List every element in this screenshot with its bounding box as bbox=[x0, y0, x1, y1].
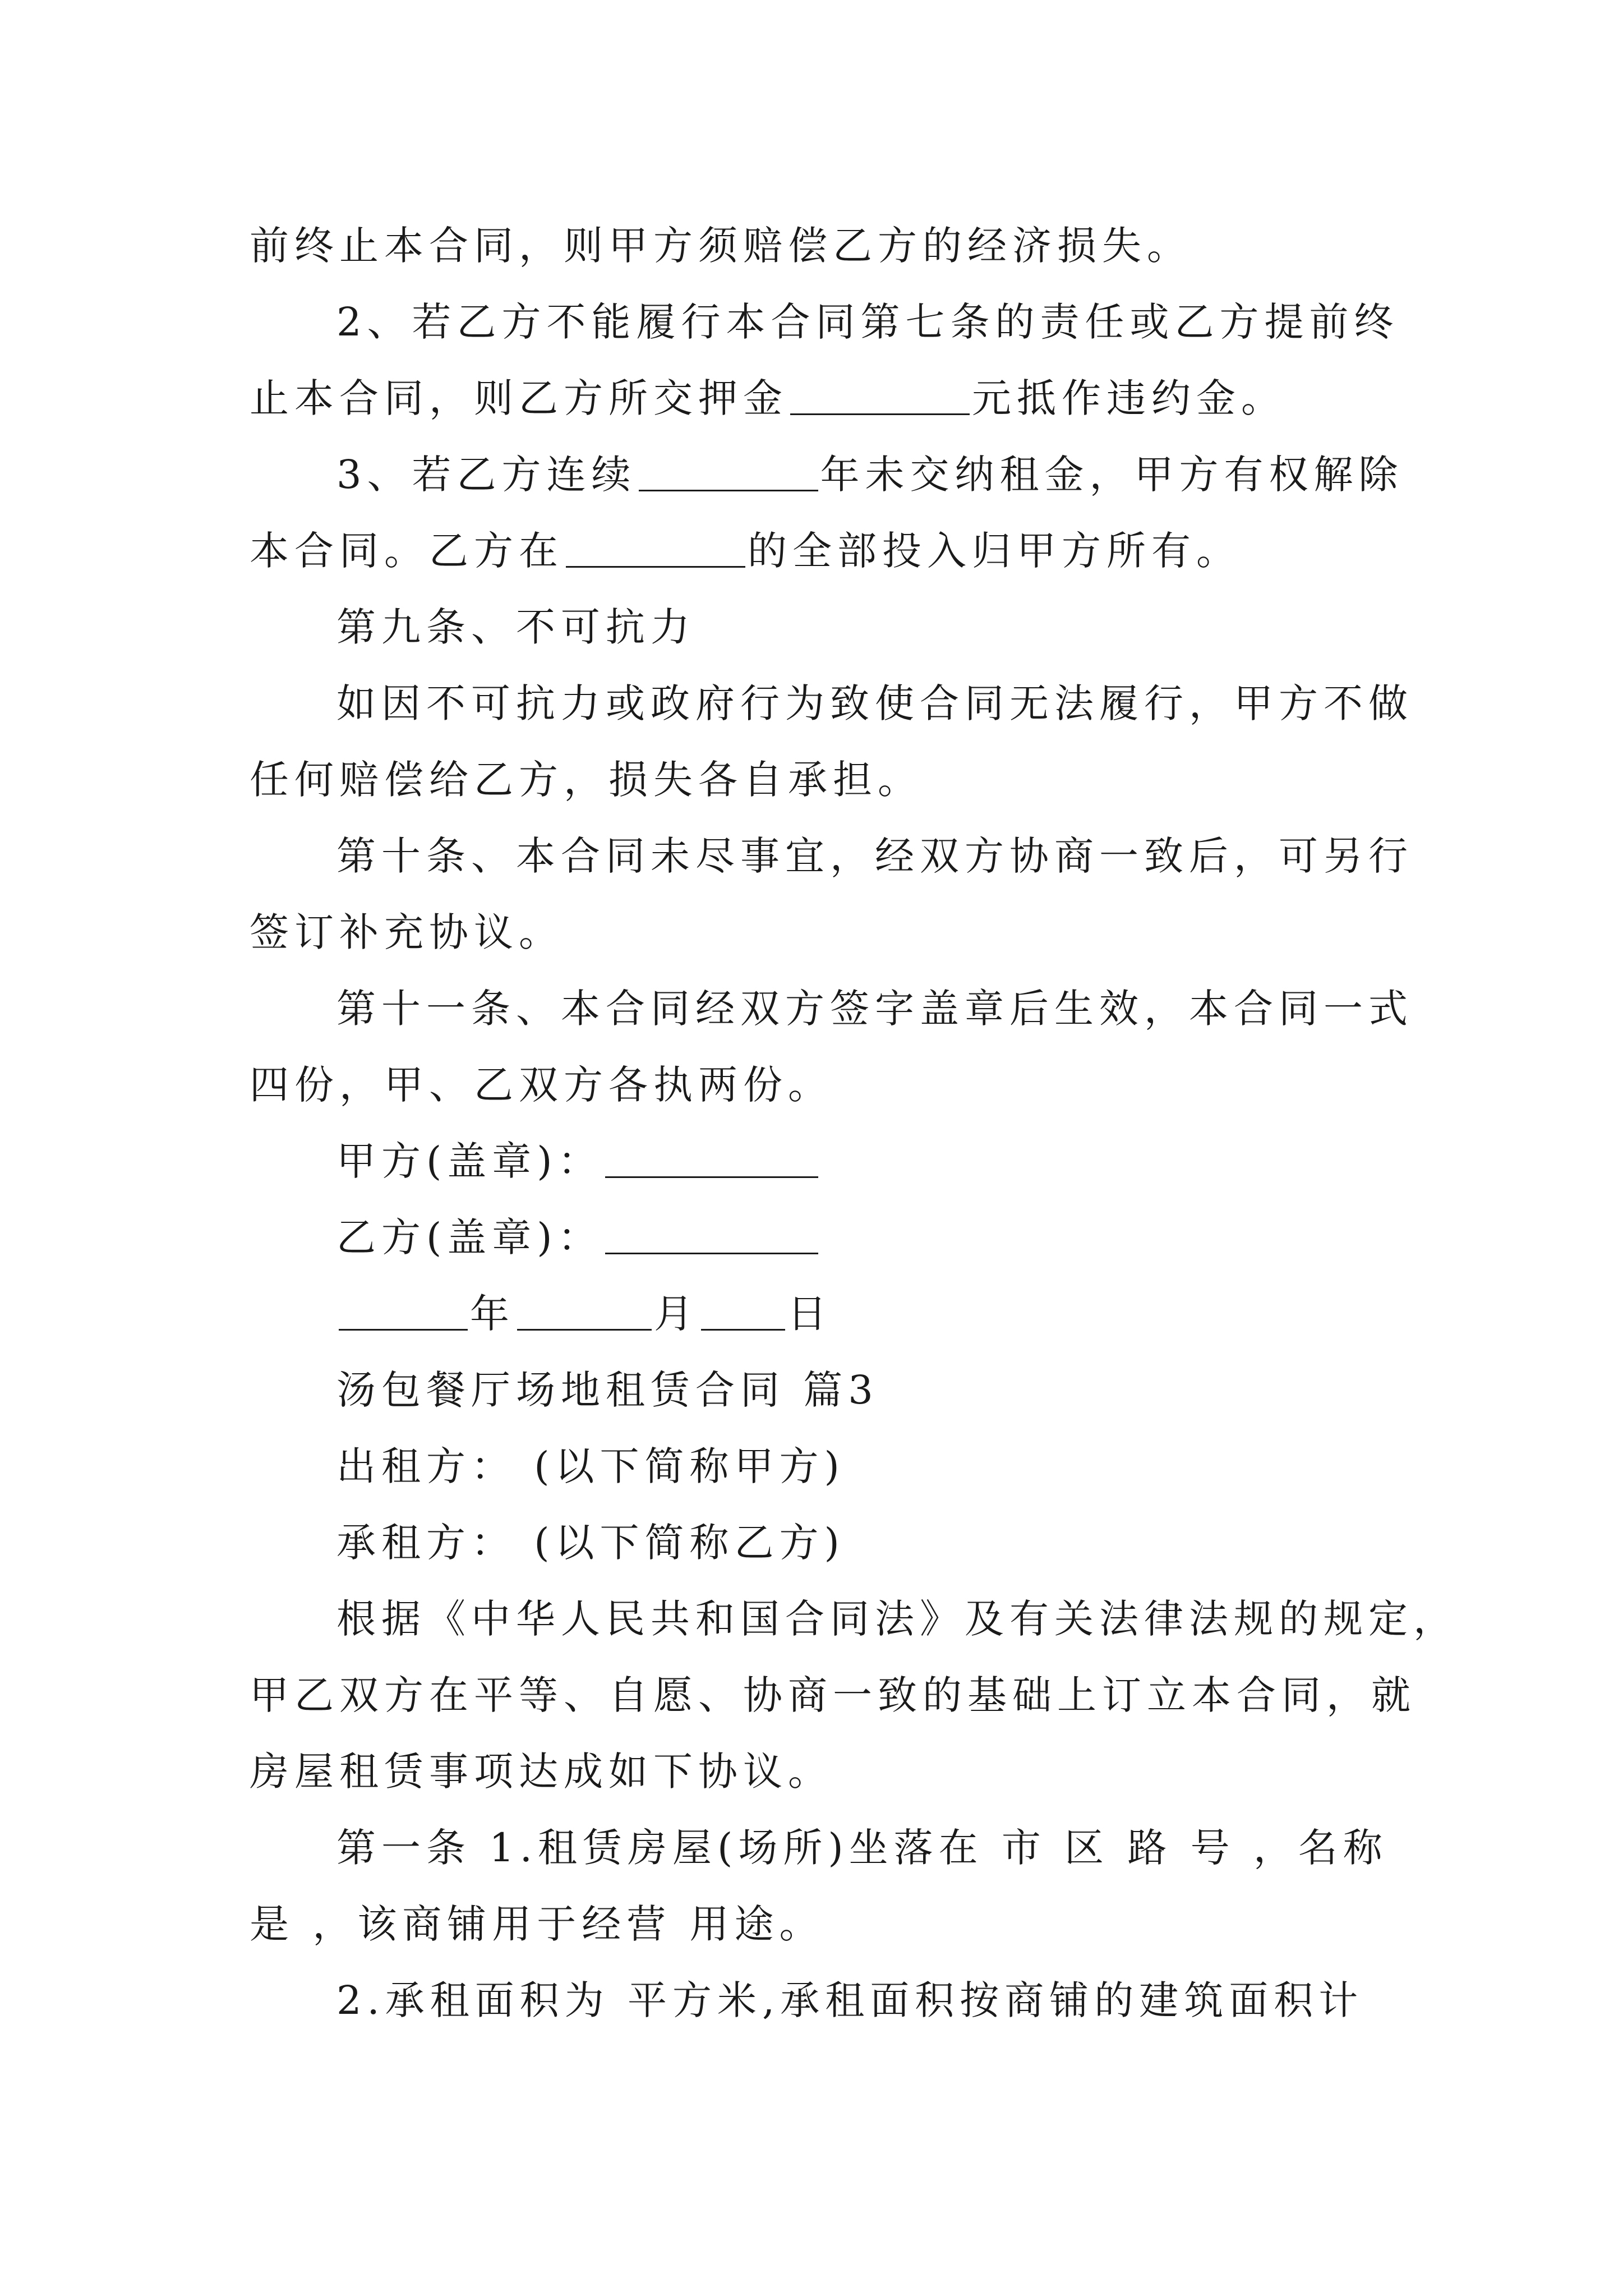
section-title: 汤包餐厅场地租赁合同 篇3 bbox=[336, 1367, 879, 1413]
clause-8-3-line-1 bbox=[250, 436, 1404, 513]
clause-10-line-2: 签订补充协议。 bbox=[250, 909, 564, 955]
month-label: 月 bbox=[654, 1291, 699, 1337]
clause-10-line-1: 第十条、本合同未尽事宜，经双方协商一致后，可另行 bbox=[336, 833, 1413, 879]
clause-8-2-line-2 bbox=[250, 360, 1382, 436]
party-b-signature-blank bbox=[605, 1213, 818, 1254]
clause-11-line-1: 第十一条、本合同经双方签字盖章后生效，本合同一式 bbox=[336, 986, 1413, 1032]
party-a-signature-blank bbox=[605, 1137, 818, 1178]
month-blank bbox=[517, 1290, 652, 1331]
year-blank bbox=[339, 1290, 468, 1331]
text-segment: 元抵作违约金。 bbox=[972, 375, 1286, 421]
party-a-label: 甲方(盖章)： bbox=[336, 1138, 603, 1184]
day-label: 日 bbox=[787, 1291, 832, 1337]
text-segment: 年未交纳租金，甲方有权解除 bbox=[820, 452, 1404, 498]
deposit-blank bbox=[790, 374, 970, 415]
text-segment: 止本合同，则乙方所交押金 bbox=[250, 375, 788, 421]
article-1-line-2: 是 ，该商铺用于经营 用途。 bbox=[250, 1901, 824, 1947]
years-blank bbox=[639, 450, 818, 491]
lessor-line: 出租方： (以下简称甲方) bbox=[336, 1443, 845, 1489]
document-page bbox=[250, 208, 1458, 2039]
text-segment: 的全部投入归甲方所有。 bbox=[748, 528, 1241, 574]
lessee-line: 承租方： (以下简称乙方) bbox=[336, 1520, 845, 1566]
day-blank bbox=[701, 1290, 785, 1331]
location-blank bbox=[566, 527, 745, 568]
preamble-line-2: 甲乙双方在平等、自愿、协商一致的基础上订立本合同，就 bbox=[250, 1672, 1416, 1718]
text-segment: 本合同。乙方在 bbox=[250, 528, 564, 574]
year-label: 年 bbox=[470, 1291, 515, 1337]
date-line bbox=[250, 1276, 1382, 1352]
clause-11-line-2: 四份，甲、乙双方各执两份。 bbox=[250, 1062, 833, 1108]
text-line: 前终止本合同，则甲方须赔偿乙方的经济损失。 bbox=[250, 223, 1192, 269]
clause-8-2-line-1: 2、若乙方不能履行本合同第七条的责任或乙方提前终 bbox=[336, 299, 1399, 345]
preamble-line-1: 根据《中华人民共和国合同法》及有关法律法规的规定， bbox=[336, 1596, 1458, 1642]
article-1-line-3: 2.承租面积为 平方米,承租面积按商铺的建筑面积计 bbox=[336, 1977, 1364, 2023]
clause-9-line-1: 如因不可抗力或政府行为致使合同无法履行，甲方不做 bbox=[336, 680, 1413, 726]
party-b-label: 乙方(盖章)： bbox=[336, 1214, 603, 1260]
clause-8-3-line-2 bbox=[250, 513, 1382, 589]
clause-9-line-2: 任何赔偿给乙方，损失各自承担。 bbox=[250, 757, 923, 803]
text-segment: 3、若乙方连续 bbox=[336, 452, 637, 498]
article-1-line-1: 第一条 1.租赁房屋(场所)坐落在 市 区 路 号 ，名称 bbox=[336, 1825, 1388, 1871]
party-b-signature-line bbox=[250, 1199, 1382, 1276]
preamble-line-3: 房屋租赁事项达成如下协议。 bbox=[250, 1749, 833, 1795]
party-a-signature-line bbox=[250, 1123, 1382, 1199]
clause-9-heading: 第九条、不可抗力 bbox=[336, 604, 695, 650]
